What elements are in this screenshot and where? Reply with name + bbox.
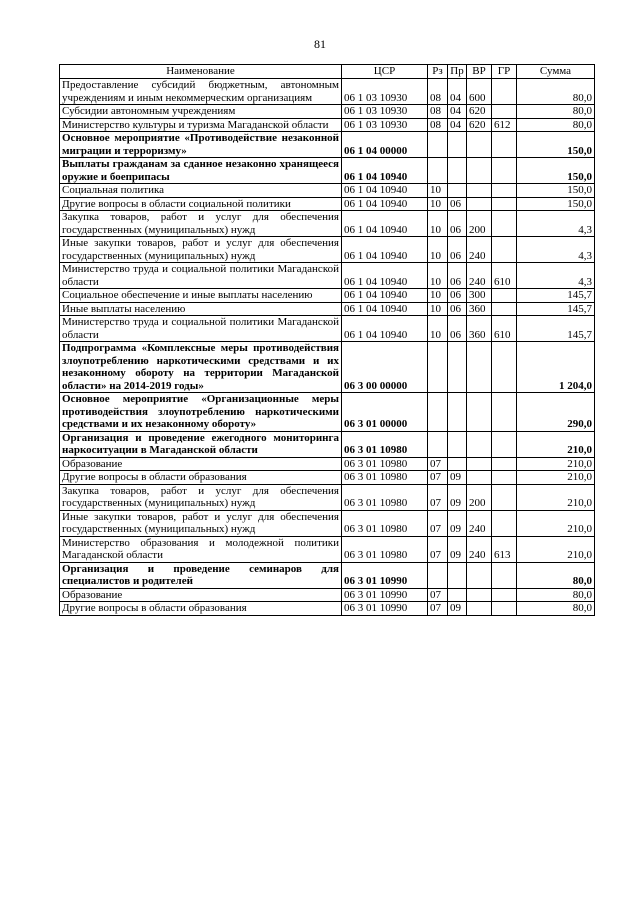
cell-sum: 4,3 [517,237,595,263]
cell-pr: 06 [448,197,467,211]
cell-vr [467,431,492,457]
cell-gr [492,342,517,393]
cell-csr: 06 1 03 10930 [342,79,428,105]
cell-csr: 06 1 04 10940 [342,237,428,263]
cell-sum: 80,0 [517,588,595,602]
cell-gr: 610 [492,316,517,342]
cell-vr: 240 [467,237,492,263]
cell-csr: 06 1 04 10940 [342,289,428,303]
cell-csr: 06 3 01 10980 [342,536,428,562]
cell-sum: 80,0 [517,562,595,588]
cell-rz [428,562,448,588]
cell-rz: 10 [428,302,448,316]
table-row [60,289,595,303]
cell-gr [492,289,517,303]
table-body [60,79,595,616]
cell-rz: 10 [428,263,448,289]
cell-csr: 06 1 04 10940 [342,316,428,342]
cell-pr [448,457,467,471]
cell-pr: 06 [448,263,467,289]
cell-sum: 210,0 [517,510,595,536]
cell-gr: 610 [492,263,517,289]
cell-name: Социальное обеспечение и иные выплаты населению [60,289,342,303]
cell-vr [467,342,492,393]
cell-sum: 210,0 [517,471,595,485]
cell-vr [467,132,492,158]
table-row [60,118,595,132]
cell-rz [428,342,448,393]
cell-name: Основное мероприятие «Организационные меры противодействия злоупотреблению наркотическими средствами и их незаконному обороту» [60,393,342,432]
cell-pr: 09 [448,602,467,616]
cell-vr: 240 [467,510,492,536]
cell-name: Другие вопросы в области социальной политики [60,197,342,211]
table-row [60,237,595,263]
cell-name: Министерство образования и молодежной политики Магаданской области [60,536,342,562]
cell-pr: 06 [448,316,467,342]
cell-sum: 290,0 [517,393,595,432]
cell-csr: 06 3 01 10980 [342,484,428,510]
cell-pr: 06 [448,237,467,263]
cell-pr [448,158,467,184]
cell-gr [492,132,517,158]
cell-vr: 620 [467,118,492,132]
cell-pr: 06 [448,211,467,237]
cell-sum: 145,7 [517,289,595,303]
page-number: 81 [314,37,326,51]
cell-pr: 09 [448,471,467,485]
cell-name: Социальная политика [60,184,342,198]
cell-csr: 06 3 01 10980 [342,510,428,536]
cell-pr: 09 [448,536,467,562]
cell-name: Другие вопросы в области образования [60,602,342,616]
cell-sum: 145,7 [517,316,595,342]
cell-gr [492,79,517,105]
table-row [60,510,595,536]
cell-gr [492,302,517,316]
cell-vr: 240 [467,263,492,289]
cell-sum: 210,0 [517,457,595,471]
cell-vr: 600 [467,79,492,105]
cell-sum: 80,0 [517,79,595,105]
cell-csr: 06 1 04 10940 [342,263,428,289]
cell-rz [428,431,448,457]
cell-name: Иные выплаты населению [60,302,342,316]
table-row [60,79,595,105]
cell-vr: 360 [467,316,492,342]
cell-rz: 07 [428,457,448,471]
cell-gr [492,237,517,263]
table-row [60,431,595,457]
cell-csr: 06 1 04 10940 [342,211,428,237]
budget-table [59,64,595,616]
cell-sum: 145,7 [517,302,595,316]
cell-gr [492,510,517,536]
cell-rz: 10 [428,184,448,198]
cell-sum: 1 204,0 [517,342,595,393]
cell-rz: 07 [428,471,448,485]
cell-gr [492,158,517,184]
cell-gr [492,484,517,510]
cell-gr [492,457,517,471]
table-row [60,132,595,158]
cell-sum: 210,0 [517,536,595,562]
cell-sum: 150,0 [517,184,595,198]
table-row [60,105,595,119]
cell-csr: 06 3 01 10980 [342,457,428,471]
cell-sum: 150,0 [517,132,595,158]
cell-rz: 08 [428,79,448,105]
cell-rz: 07 [428,536,448,562]
cell-name: Министерство труда и социальной политики Магаданской области [60,316,342,342]
cell-vr: 200 [467,211,492,237]
cell-csr: 06 3 01 10990 [342,602,428,616]
cell-name: Образование [60,457,342,471]
cell-name: Закупка товаров, работ и услуг для обеспечения государственных (муниципальных) нужд [60,484,342,510]
cell-name: Иные закупки товаров, работ и услуг для обеспечения государственных (муниципальных) нужд [60,510,342,536]
cell-vr [467,393,492,432]
cell-vr [467,471,492,485]
table-header-row [60,65,595,79]
cell-name: Иные закупки товаров, работ и услуг для обеспечения государственных (муниципальных) нужд [60,237,342,263]
cell-rz: 10 [428,237,448,263]
cell-vr: 300 [467,289,492,303]
table-row [60,197,595,211]
table-row [60,342,595,393]
table-row [60,457,595,471]
cell-rz: 10 [428,211,448,237]
cell-gr [492,184,517,198]
cell-rz: 10 [428,316,448,342]
cell-name: Основное мероприятие «Противодействие незаконной миграции и терроризму» [60,132,342,158]
cell-vr: 360 [467,302,492,316]
table-row [60,211,595,237]
cell-rz: 08 [428,105,448,119]
cell-csr: 06 1 04 10940 [342,184,428,198]
table-row [60,316,595,342]
cell-name: Субсидии автономным учреждениям [60,105,342,119]
header-csr: ЦСР [342,65,428,79]
header-vr: ВР [467,65,492,79]
cell-vr: 620 [467,105,492,119]
cell-name: Министерство культуры и туризма Магаданской области [60,118,342,132]
cell-csr: 06 3 01 10990 [342,588,428,602]
cell-csr: 06 1 04 10940 [342,158,428,184]
cell-name: Организация и проведение ежегодного мониторинга наркоситуации в Магаданской области [60,431,342,457]
cell-name: Образование [60,588,342,602]
cell-vr: 200 [467,484,492,510]
table-row [60,588,595,602]
cell-gr [492,393,517,432]
cell-pr [448,393,467,432]
cell-vr [467,184,492,198]
cell-pr: 04 [448,79,467,105]
table-row [60,484,595,510]
cell-rz [428,132,448,158]
cell-vr [467,588,492,602]
table-row [60,562,595,588]
table-row [60,302,595,316]
cell-csr: 06 3 01 10980 [342,431,428,457]
cell-sum: 210,0 [517,431,595,457]
cell-name: Другие вопросы в области образования [60,471,342,485]
cell-rz: 10 [428,289,448,303]
cell-csr: 06 3 01 10990 [342,562,428,588]
cell-gr [492,471,517,485]
cell-name: Организация и проведение семинаров для специалистов и родителей [60,562,342,588]
cell-csr: 06 1 04 10940 [342,197,428,211]
cell-pr [448,562,467,588]
cell-rz: 07 [428,602,448,616]
cell-gr: 612 [492,118,517,132]
cell-sum: 4,3 [517,263,595,289]
cell-pr: 09 [448,484,467,510]
table-row [60,602,595,616]
cell-pr [448,132,467,158]
cell-pr [448,342,467,393]
cell-rz [428,158,448,184]
cell-rz [428,393,448,432]
cell-gr [492,588,517,602]
cell-csr: 06 3 01 10980 [342,471,428,485]
cell-csr: 06 1 04 10940 [342,302,428,316]
cell-csr: 06 1 04 00000 [342,132,428,158]
cell-vr [467,457,492,471]
cell-rz: 08 [428,118,448,132]
table-row [60,471,595,485]
cell-sum: 150,0 [517,158,595,184]
table-row [60,263,595,289]
table-row [60,536,595,562]
cell-sum: 150,0 [517,197,595,211]
cell-csr: 06 3 01 00000 [342,393,428,432]
cell-pr [448,431,467,457]
cell-pr: 04 [448,118,467,132]
cell-rz: 10 [428,197,448,211]
cell-gr [492,602,517,616]
header-pr: Пр [448,65,467,79]
cell-rz: 07 [428,484,448,510]
cell-csr: 06 1 03 10930 [342,105,428,119]
cell-name: Закупка товаров, работ и услуг для обеспечения государственных (муниципальных) нужд [60,211,342,237]
cell-rz: 07 [428,510,448,536]
cell-name: Выплаты гражданам за сданное незаконно хранящееся оружие и боеприпасы [60,158,342,184]
cell-name: Предоставление субсидий бюджетным, автономным учреждениям и иным некоммерческим организациям [60,79,342,105]
header-name: Наименование [60,65,342,79]
cell-gr [492,431,517,457]
cell-pr [448,184,467,198]
cell-vr [467,197,492,211]
cell-sum: 80,0 [517,602,595,616]
cell-pr: 09 [448,510,467,536]
cell-vr [467,158,492,184]
cell-pr [448,588,467,602]
cell-csr: 06 3 00 00000 [342,342,428,393]
cell-csr: 06 1 03 10930 [342,118,428,132]
cell-gr [492,562,517,588]
cell-gr [492,197,517,211]
table-row [60,184,595,198]
cell-pr: 06 [448,289,467,303]
cell-pr: 06 [448,302,467,316]
cell-name: Министерство труда и социальной политики Магаданской области [60,263,342,289]
table-row [60,158,595,184]
header-gr: ГР [492,65,517,79]
cell-gr [492,211,517,237]
cell-sum: 80,0 [517,105,595,119]
cell-sum: 80,0 [517,118,595,132]
cell-vr: 240 [467,536,492,562]
cell-vr [467,562,492,588]
table-row [60,393,595,432]
cell-sum: 210,0 [517,484,595,510]
cell-vr [467,602,492,616]
cell-gr [492,105,517,119]
cell-rz: 07 [428,588,448,602]
cell-pr: 04 [448,105,467,119]
cell-gr: 613 [492,536,517,562]
header-rz: Рз [428,65,448,79]
cell-sum: 4,3 [517,211,595,237]
header-sum: Сумма [517,65,595,79]
cell-name: Подпрограмма «Комплексные меры противодействия злоупотреблению наркотическими средствами и их незаконному обороту на территории Магаданской области» на 2014-2019 годы» [60,342,342,393]
